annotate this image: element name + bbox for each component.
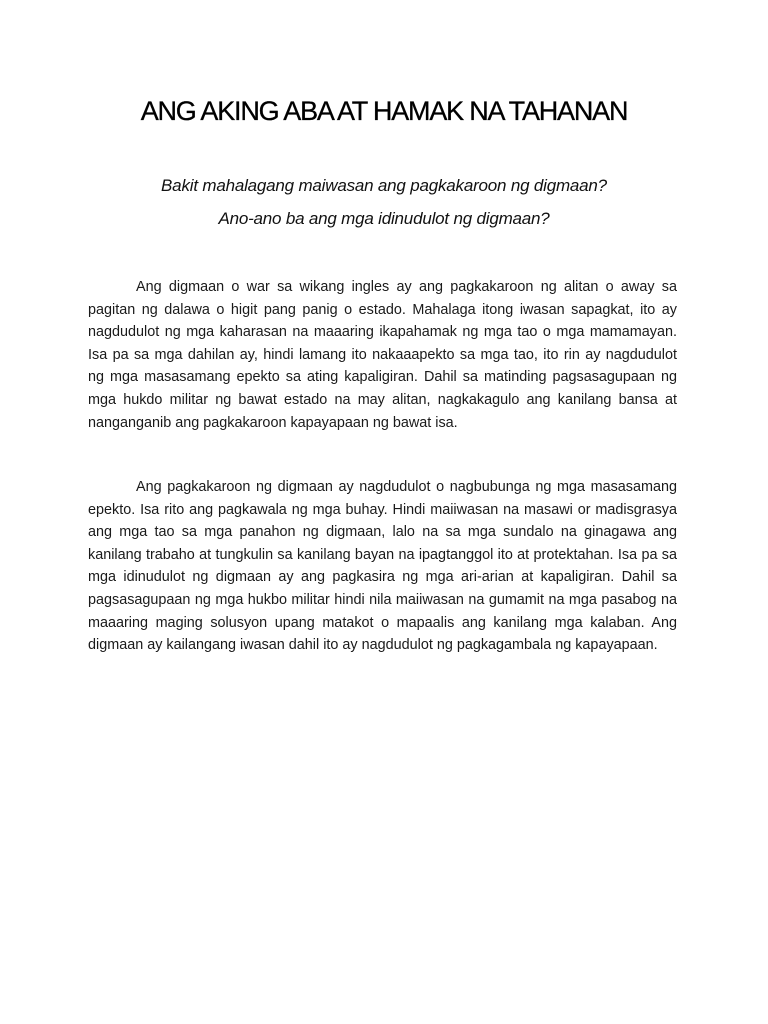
paragraph-line: pagsasagupaan ng mga hukbo militar hindi nila maiiwasan na gumamit na mga pasabog na — [88, 591, 677, 608]
paragraph-line: ang mga tao sa mga panahon ng digmaan, lalo na sa mga sundalo na ginagawa ang — [88, 524, 677, 541]
paragraph-2 — [88, 476, 677, 657]
paragraph-line: pagitan ng dalawa o higit pang panig o estado. Mahalaga itong iwasan sapagkat, ito ay — [88, 301, 677, 318]
paragraph-line: digmaan ay kailangang iwasan dahil ito ay nagdudulot ng pagkagambala ng kapayapaan. — [88, 637, 658, 654]
paragraph-line: Isa pa sa mga dahilan ay, hindi lamang ito nakaaapekto sa mga tao, ito rin ay nagdudulot — [88, 346, 677, 363]
paragraph-line: kanilang trabaho at tungkulin sa kanilang bayan na ipagtanggol ito at protektahan. Isa pa sa — [88, 546, 677, 563]
paragraph-line: Ang digmaan o war sa wikang ingles ay ang pagkakaroon ng alitan o away sa — [136, 279, 677, 295]
guide-question-1: Bakit mahalagang maiwasan ang pagkakaroon ng digmaan? — [161, 176, 607, 195]
paragraph-line: nagdudulot ng mga kaharasan na maaaring ikapahamak ng mga tao o mga mamamayan. — [88, 324, 677, 341]
paragraph-line: ng mga masasamang epekto sa ating kapaligiran. Dahil sa matinding pagsasagupaan ng — [88, 369, 677, 386]
paragraph-line: nanganganib ang pagkakaroon kapayapaan ng bawat isa. — [88, 414, 458, 431]
paragraph-1 — [88, 276, 677, 434]
paragraph-line: maaaring maging solusyon upang matakot o mapaalis ang kanilang mga kalaban. Ang — [88, 614, 677, 631]
guide-question-2: Ano-ano ba ang mga idinudulot ng digmaan? — [218, 209, 550, 228]
paragraph-line: epekto. Isa rito ang pagkawala ng mga buhay. Hindi maiiwasan na masawi or madisgrasya — [88, 501, 677, 518]
paragraph-line: Ang pagkakaroon ng digmaan ay nagdudulot o nagbubunga ng mga masasamang — [136, 479, 677, 495]
paragraph-line: mga hukdo militar ng bawat estado na may alitan, nagkakagulo ang kanilang bansa at — [88, 391, 677, 408]
paragraph-line: mga idinudulot ng digmaan ay ang pagkasira ng mga ari-arian at kapaligiran. Dahil sa — [88, 569, 677, 586]
document-title: ANG AKING ABA AT HAMAK NA TAHANAN — [140, 96, 628, 126]
